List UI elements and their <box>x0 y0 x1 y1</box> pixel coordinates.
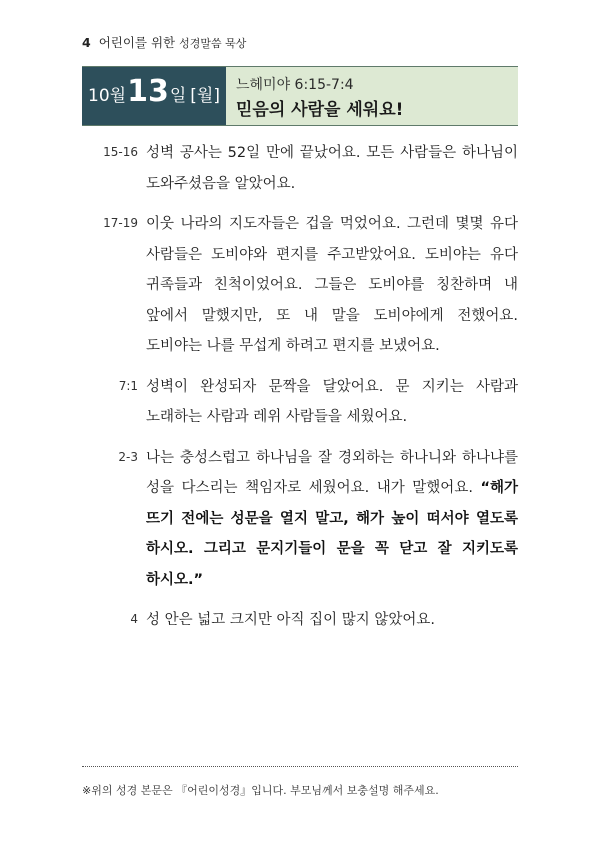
date-day-label: 일 <box>169 86 187 106</box>
verse-number: 4 <box>130 612 138 626</box>
verse-text-with-quote <box>146 443 518 596</box>
verse-block <box>88 209 518 362</box>
footnote: ※위의 성경 본문은 『어린이성경』입니다. 부모님께서 보충설명 해주세요. <box>82 784 439 797</box>
verse-text: 성 안은 넓고 크지만 아직 집이 많지 않았어요. <box>146 612 435 628</box>
footer-divider <box>82 766 518 767</box>
verse-number: 7:1 <box>118 378 138 393</box>
date-month: 10월 <box>88 86 127 106</box>
verse-block <box>88 605 518 636</box>
date-day: 13 <box>127 74 169 109</box>
verse-number: 17-19 <box>103 216 138 230</box>
verse-text: 성벽 공사는 52일 만에 끝났어요. 모든 사람들은 하나님이 도와주셨음을 알았어요. <box>146 145 518 192</box>
verse-block <box>88 138 518 199</box>
verse-quote: “해가 뜨기 전에는 성문을 열지 말고, 해가 높이 떠서야 열도록 하시오. 그리고 문지기들이 문을 꼭 닫고 잘 지키도록 하시오.” <box>146 480 518 588</box>
date-weekday: [월] <box>190 86 220 106</box>
title-panel <box>226 67 518 125</box>
date-badge <box>82 67 226 125</box>
page-title: 믿음의 사람을 세워요! <box>236 100 404 120</box>
verse-number: 15-16 <box>103 145 138 159</box>
scripture-reference: 느헤미야 6:15-7:4 <box>236 77 354 93</box>
verse-text: 이웃 나라의 지도자들은 겁을 먹었어요. 그런데 몇몇 유다 사람들은 도비야와 편지를 주고받았어요. 도비야는 유다 귀족들과 친척이었어요. 그들은 도비야를 칭찬하며 내 앞에서 말했지만, 또 내 말을 도비야에게 전했어요. 도비야는 나를 무섭게 하려고 편지를 보냈어요. <box>146 216 518 354</box>
running-head <box>82 33 246 51</box>
verse-block <box>88 372 518 433</box>
series-title: 어린이를 위한 <box>98 35 176 50</box>
scripture-text <box>88 138 518 646</box>
series-subtitle: 성경말씀 묵상 <box>179 37 247 50</box>
verse-block <box>88 443 518 596</box>
page-number: 4 <box>82 35 91 50</box>
verse-text: 나는 충성스럽고 하나님을 잘 경외하는 하나니와 하나냐를 성을 다스리는 책임자로 세웠어요. 내가 말했어요. <box>146 449 518 496</box>
verse-number: 2-3 <box>118 449 138 464</box>
verse-text: 성벽이 완성되자 문짝을 달았어요. 문 지키는 사람과 노래하는 사람과 레위 사람들을 세웠어요. <box>146 378 518 425</box>
devotion-header <box>82 66 518 126</box>
